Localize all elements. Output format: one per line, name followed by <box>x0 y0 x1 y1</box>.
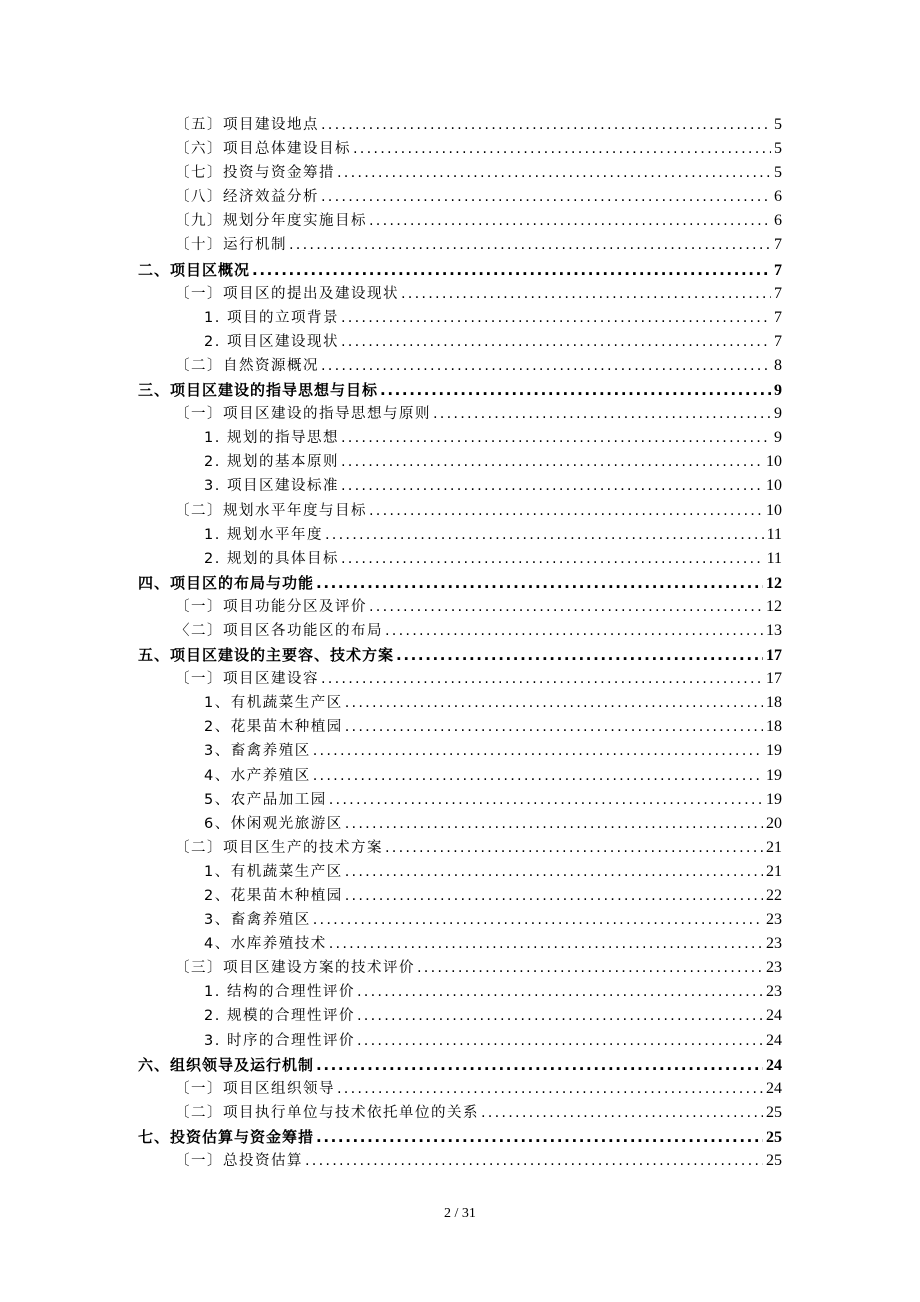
toc-entry-title: 1. 项目的立项背景 <box>204 309 339 326</box>
toc-entry-title: 〔一〕项目区建设的指导思想与原则 <box>175 406 431 423</box>
toc-entry-title: 五、项目区建设的主要容、技术方案 <box>138 646 395 665</box>
toc-entry-page-number: 5 <box>774 116 782 133</box>
page-number: 2 / 31 <box>444 1206 476 1221</box>
toc-entry-page-number: 19 <box>766 790 782 808</box>
toc-entry-page-number: 19 <box>766 766 782 784</box>
toc-entry-page-number: 5 <box>774 164 782 182</box>
toc-dot-leader <box>369 595 763 619</box>
toc-entry[interactable] <box>138 1077 782 1101</box>
toc-entry[interactable] <box>138 547 782 571</box>
toc-entry-page-number: 19 <box>766 742 782 760</box>
toc-entry-page-number: 5 <box>774 140 782 158</box>
toc-entry-page-number: 24 <box>766 1056 782 1074</box>
toc-entry-page-number: 11 <box>766 549 782 567</box>
toc-entry-title: 〔二〕项目区生产的技术方案 <box>175 839 383 856</box>
toc-entry-page-number: 23 <box>766 983 782 1001</box>
toc-entry-page-number: 22 <box>766 887 782 904</box>
toc-entry-page-number: 25 <box>766 1128 782 1146</box>
toc-entry-title: 〔七〕投资与资金筹措 <box>175 165 335 182</box>
toc-entry-page-number: 6 <box>774 212 782 230</box>
toc-entry-page-number: 21 <box>766 862 782 880</box>
toc-entry[interactable] <box>138 233 782 257</box>
toc-entry[interactable] <box>138 812 782 836</box>
toc-entry[interactable] <box>138 499 782 523</box>
toc-entry[interactable] <box>138 185 782 209</box>
toc-entry-title: 〔三〕项目区建设方案的技术评价 <box>175 960 415 977</box>
toc-dot-leader <box>417 956 763 980</box>
toc-entry[interactable] <box>138 306 782 330</box>
toc-dot-leader <box>345 715 763 739</box>
toc-entry[interactable] <box>138 739 782 763</box>
toc-entry-title: 四、项目区的布局与功能 <box>138 573 315 592</box>
toc-dot-leader <box>357 980 763 1004</box>
toc-entry-page-number: 12 <box>766 574 782 592</box>
toc-dot-leader <box>341 474 763 498</box>
toc-entry-title: 4、水产养殖区 <box>204 767 311 784</box>
toc-dot-leader <box>313 739 763 763</box>
toc-entry[interactable] <box>138 691 782 715</box>
toc-entry-title: 3、畜禽养殖区 <box>204 743 311 760</box>
toc-entry-page-number: 21 <box>766 838 782 856</box>
toc-entry-page-number: 9 <box>774 405 782 423</box>
toc-entry-title: 〔二〕项目执行单位与技术依托单位的关系 <box>175 1104 479 1121</box>
toc-entry-page-number: 23 <box>766 911 782 929</box>
toc-entry-page-number: 20 <box>766 814 782 832</box>
toc-entry-title: 1. 结构的合理性评价 <box>204 984 355 1001</box>
toc-entry-page-number: 23 <box>766 935 782 953</box>
toc-dot-leader <box>289 233 771 257</box>
toc-entry-title: 〔九〕规划分年度实施目标 <box>175 213 367 230</box>
toc-entry-title: 3. 时序的合理性评价 <box>204 1032 355 1049</box>
toc-entry-page-number: 9 <box>774 429 782 447</box>
toc-dot-leader <box>385 619 763 643</box>
toc-dot-leader <box>321 185 771 209</box>
toc-entry-title: 3. 项目区建设标准 <box>204 478 339 495</box>
toc-entry-title: 2. 规划的具体目标 <box>204 550 339 567</box>
toc-entry[interactable] <box>138 1125 782 1149</box>
toc-dot-leader <box>357 1029 763 1053</box>
toc-entry-page-number: 11 <box>766 525 782 543</box>
toc-dot-leader <box>325 523 764 547</box>
toc-dot-leader <box>329 932 763 956</box>
toc-entry-title: 1、有机蔬菜生产区 <box>204 695 343 712</box>
toc-entry-page-number: 17 <box>766 670 782 688</box>
toc-dot-leader <box>341 426 771 450</box>
toc-entry[interactable] <box>138 788 782 812</box>
toc-dot-leader <box>252 258 771 282</box>
toc-entry[interactable] <box>138 571 782 595</box>
toc-entry-title: 〔五〕项目建设地点 <box>175 117 319 133</box>
toc-entry[interactable] <box>138 378 782 402</box>
toc-entry-page-number: 24 <box>766 1031 782 1049</box>
toc-entry-page-number: 25 <box>766 1152 782 1170</box>
toc-entry-page-number: 10 <box>766 477 782 495</box>
toc-entry-page-number: 18 <box>766 694 782 712</box>
toc-entry-page-number: 13 <box>766 621 782 639</box>
toc-entry-page-number: 7 <box>774 332 782 350</box>
toc-entry[interactable] <box>138 450 782 474</box>
toc-entry-page-number: 7 <box>774 236 782 254</box>
toc-dot-leader <box>353 137 771 161</box>
toc-entry[interactable] <box>138 619 782 643</box>
toc-dot-leader <box>316 571 763 595</box>
toc-dot-leader <box>345 860 763 884</box>
toc-entry-title: 1、有机蔬菜生产区 <box>204 863 343 880</box>
toc-entry[interactable] <box>138 113 782 137</box>
toc-entry[interactable] <box>138 137 782 161</box>
toc-dot-leader <box>341 330 771 354</box>
toc-entry-page-number: 7 <box>774 284 782 302</box>
toc-entry[interactable] <box>138 956 782 980</box>
toc-dot-leader <box>321 667 763 691</box>
table-of-contents <box>138 113 782 1173</box>
toc-dot-leader <box>313 908 763 932</box>
toc-entry-title: 〔六〕项目总体建设目标 <box>175 141 351 158</box>
toc-entry-title: 六、组织领导及运行机制 <box>138 1055 315 1074</box>
toc-entry-title: 〔十〕运行机制 <box>175 237 287 254</box>
toc-dot-leader <box>337 161 771 185</box>
toc-entry[interactable] <box>138 715 782 739</box>
toc-entry-title: 〔一〕项目区组织领导 <box>175 1080 335 1097</box>
toc-entry-page-number: 18 <box>766 718 782 736</box>
toc-entry-title: 〔一〕总投资估算 <box>175 1153 303 1170</box>
toc-entry[interactable] <box>138 595 782 619</box>
toc-entry[interactable] <box>138 643 782 667</box>
toc-dot-leader <box>345 884 763 908</box>
toc-entry[interactable] <box>138 258 782 282</box>
toc-entry[interactable] <box>138 426 782 450</box>
toc-entry[interactable] <box>138 474 782 498</box>
toc-entry-page-number: 7 <box>774 261 782 279</box>
toc-dot-leader <box>341 450 763 474</box>
toc-entry-title: 〔八〕经济效益分析 <box>175 189 319 206</box>
toc-entry[interactable] <box>138 860 782 884</box>
toc-entry-title: 2、花果苗木种植园 <box>204 719 343 736</box>
toc-entry[interactable] <box>138 1029 782 1053</box>
toc-dot-leader <box>345 812 763 836</box>
toc-dot-leader <box>305 1149 763 1173</box>
toc-entry-page-number: 9 <box>774 382 782 400</box>
toc-dot-leader <box>341 306 771 330</box>
toc-entry-page-number: 10 <box>766 453 782 471</box>
toc-entry-title: 4、水库养殖技术 <box>204 936 327 953</box>
toc-entry-title: 2. 规划的基本原则 <box>204 454 339 471</box>
toc-entry[interactable] <box>138 330 782 354</box>
toc-dot-leader <box>329 788 763 812</box>
toc-entry[interactable] <box>138 402 782 426</box>
toc-entry-title: 1. 规划的指导思想 <box>204 430 339 447</box>
toc-dot-leader <box>369 209 771 233</box>
toc-entry[interactable] <box>138 836 782 860</box>
toc-dot-leader <box>481 1101 763 1125</box>
toc-entry[interactable] <box>138 1053 782 1077</box>
toc-entry-title: 1. 规划水平年度 <box>204 526 323 543</box>
toc-dot-leader <box>316 1053 763 1077</box>
toc-entry[interactable] <box>138 1149 782 1173</box>
toc-dot-leader <box>316 1125 763 1149</box>
toc-entry-title: 二、项目区概况 <box>138 260 251 279</box>
toc-dot-leader <box>341 547 764 571</box>
toc-dot-leader <box>380 378 771 402</box>
toc-entry-title: 三、项目区建设的指导思想与目标 <box>138 381 379 400</box>
toc-entry[interactable] <box>138 523 782 547</box>
toc-entry-page-number: 24 <box>766 1007 782 1025</box>
toc-entry-page-number: 17 <box>766 647 782 665</box>
toc-entry[interactable] <box>138 1101 782 1125</box>
toc-entry-page-number: 25 <box>766 1103 782 1121</box>
toc-entry-title: 〔一〕项目区的提出及建设现状 <box>175 285 399 302</box>
toc-dot-leader <box>385 836 763 860</box>
toc-entry-title: 〔二〕规划水平年度与目标 <box>175 502 367 519</box>
toc-entry[interactable] <box>138 980 782 1004</box>
toc-entry-title: 〔一〕项目区建设容 <box>175 671 319 688</box>
toc-entry-title: 〈二〕项目区各功能区的布局 <box>175 622 383 639</box>
toc-entry-title: 2. 项目区建设现状 <box>204 333 339 350</box>
toc-dot-leader <box>345 691 763 715</box>
toc-dot-leader <box>357 1004 763 1028</box>
toc-entry-title: 七、投资估算与资金筹措 <box>138 1127 315 1146</box>
toc-entry[interactable] <box>138 1004 782 1028</box>
toc-entry-title: 〔一〕项目功能分区及评价 <box>175 598 367 615</box>
toc-entry-page-number: 7 <box>774 308 782 326</box>
toc-entry-title: 5、农产品加工园 <box>204 791 327 808</box>
toc-dot-leader <box>321 354 771 378</box>
toc-entry[interactable] <box>138 161 782 185</box>
toc-entry[interactable] <box>138 764 782 788</box>
toc-dot-leader <box>313 764 763 788</box>
toc-dot-leader <box>401 282 771 306</box>
toc-dot-leader <box>321 113 771 137</box>
toc-entry[interactable] <box>138 354 782 378</box>
toc-entry-title: 2、花果苗木种植园 <box>204 888 343 904</box>
toc-entry-page-number: 8 <box>774 356 782 374</box>
toc-entry[interactable] <box>138 209 782 233</box>
toc-entry-page-number: 10 <box>766 501 782 519</box>
toc-dot-leader <box>337 1077 763 1101</box>
toc-entry-page-number: 12 <box>766 597 782 615</box>
toc-entry-page-number: 24 <box>766 1079 782 1097</box>
toc-entry[interactable] <box>138 908 782 932</box>
toc-dot-leader <box>369 499 763 523</box>
toc-entry[interactable] <box>138 667 782 691</box>
toc-entry-title: 3、畜禽养殖区 <box>204 912 311 929</box>
toc-entry-page-number: 23 <box>766 959 782 977</box>
toc-entry-title: 6、休闲观光旅游区 <box>204 815 343 832</box>
toc-entry-page-number: 6 <box>774 188 782 206</box>
toc-dot-leader <box>433 402 771 426</box>
toc-entry-title: 〔二〕自然资源概况 <box>175 357 319 374</box>
toc-entry[interactable] <box>138 282 782 306</box>
toc-dot-leader <box>396 643 763 667</box>
toc-entry-title: 2. 规模的合理性评价 <box>204 1008 355 1025</box>
toc-entry[interactable] <box>138 932 782 956</box>
toc-entry[interactable] <box>138 884 782 908</box>
